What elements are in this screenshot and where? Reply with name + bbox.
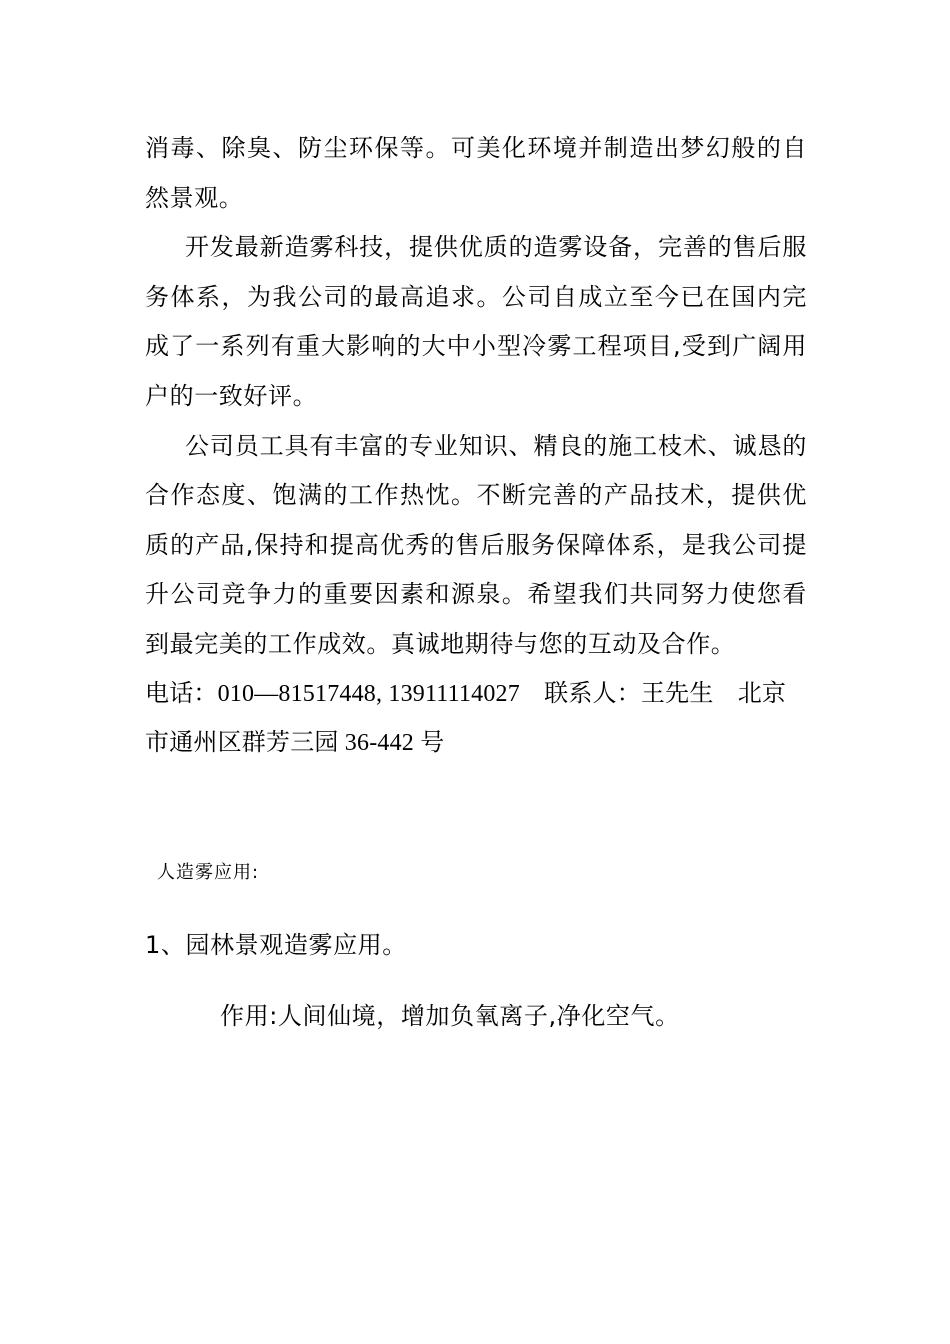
contact-info: 电话：010—81517448, 13911114027 联系人：王先生 北京市通州区群芳三园 36-442 号: [145, 680, 787, 757]
document-body: [145, 124, 807, 769]
list-item-effect: 作用:人间仙境，增加负氧离子,净化空气。: [220, 1002, 680, 1030]
section-heading-applications: 人造雾应用:: [157, 862, 260, 883]
paragraph-staff: 公司员工具有丰富的专业知识、精良的施工枝术、诚恳的合作态度、饱满的工作热忱。不断完善的产品技术，提供优质的产品,保持和提高优秀的售后服务保障体系，是我公司提升公司竞争力的重要因素和源泉。希望我们共同努力使您看到最完美的工作成效。真诚地期待与您的互动及合作。: [145, 431, 807, 658]
paragraph-development: 开发最新造雾科技，提供优质的造雾设备，完善的售后服务体系，为我公司的最高追求。公司自成立至今已在国内完成了一系列有重大影响的大中小型冷雾工程项目,受到广阔用户的一致好评。: [145, 233, 807, 410]
list-item-garden-landscape: 1、园林景观造雾应用。: [145, 931, 407, 959]
paragraph-intro-continuation: 消毒、除臭、防尘环保等。可美化环境并制造出梦幻般的自然景观。: [145, 134, 807, 212]
